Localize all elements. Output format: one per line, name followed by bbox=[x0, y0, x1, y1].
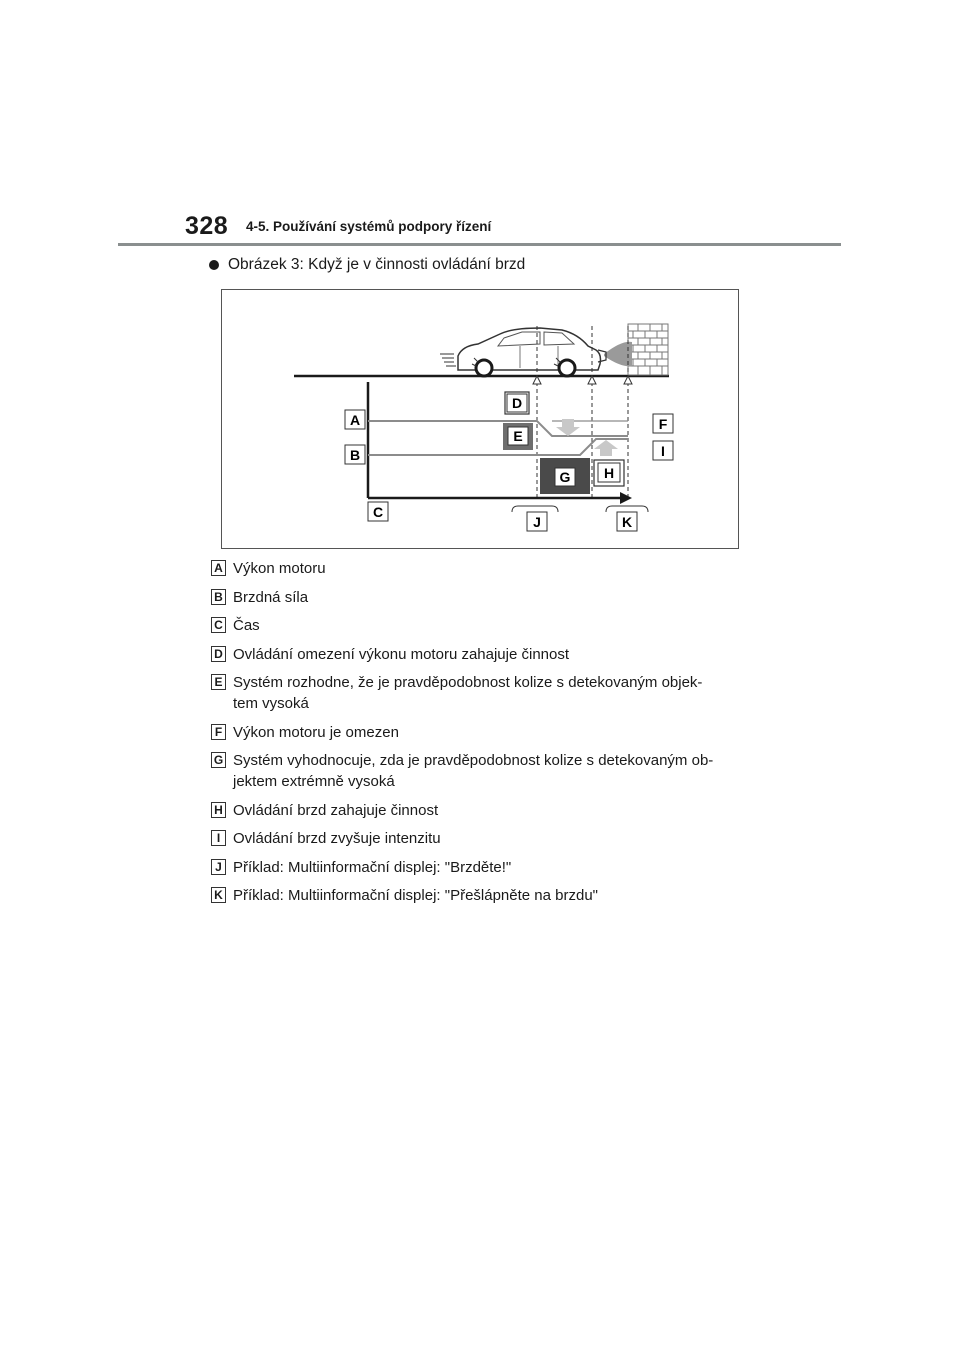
svg-text:H: H bbox=[603, 465, 615, 481]
legend-key: E bbox=[211, 674, 226, 690]
brake-force-line bbox=[368, 439, 628, 455]
legend-item-I bbox=[211, 828, 771, 849]
legend-text: Čas bbox=[233, 617, 260, 634]
svg-text:K: K bbox=[621, 514, 633, 530]
legend-item-H bbox=[211, 800, 771, 821]
label-B bbox=[345, 445, 365, 464]
legend-key: J bbox=[211, 859, 226, 875]
legend-item-E bbox=[211, 672, 771, 714]
svg-text:D: D bbox=[511, 395, 523, 411]
label-D bbox=[505, 392, 529, 414]
label-J bbox=[527, 512, 547, 531]
legend-item-F bbox=[211, 722, 771, 743]
label-K bbox=[617, 512, 637, 531]
bracket-J bbox=[512, 506, 558, 512]
legend-item-C bbox=[211, 615, 771, 636]
legend-item-A bbox=[211, 558, 771, 579]
svg-text:G: G bbox=[559, 469, 571, 485]
label-C bbox=[368, 502, 388, 521]
brake-control-diagram bbox=[222, 290, 740, 550]
header-rule bbox=[118, 243, 841, 246]
legend-key: D bbox=[211, 646, 226, 662]
figure-frame bbox=[221, 289, 739, 549]
legend-key: B bbox=[211, 589, 226, 605]
svg-text:E: E bbox=[513, 428, 523, 444]
label-E bbox=[503, 423, 533, 450]
legend-item-G bbox=[211, 750, 771, 792]
svg-text:I: I bbox=[661, 443, 665, 459]
svg-text:F: F bbox=[658, 416, 668, 432]
legend-key: A bbox=[211, 560, 226, 576]
legend-text: Příklad: Multiinformační displej: "Brzděte!" bbox=[233, 858, 512, 876]
svg-text:C: C bbox=[372, 504, 384, 520]
label-I bbox=[653, 441, 673, 460]
legend-text: Systém vyhodnocuje, zda je pravděpodobnost kolize s detekovaným ob- jektem extrémně vysoká bbox=[233, 752, 714, 790]
legend-key: G bbox=[211, 752, 226, 768]
increase-arrow-icon bbox=[594, 440, 618, 456]
legend-item-B bbox=[211, 587, 771, 608]
brick-wall-icon bbox=[628, 324, 668, 375]
legend-item-K bbox=[211, 885, 771, 906]
figure-caption: Obrázek 3: Když je v činnosti ovládání brzd bbox=[228, 256, 526, 273]
legend-text: Systém rozhodne, že je pravděpodobnost kolize s detekovaným objek- tem vysoká bbox=[233, 674, 703, 712]
legend-key: H bbox=[211, 802, 226, 818]
page-number: 328 bbox=[185, 212, 229, 240]
legend-text: Výkon motoru bbox=[233, 560, 326, 577]
engine-output-line bbox=[368, 421, 628, 436]
label-A bbox=[345, 410, 365, 429]
legend-text: Výkon motoru je omezen bbox=[233, 723, 399, 741]
bullet-icon bbox=[209, 260, 219, 270]
legend-key: C bbox=[211, 617, 226, 633]
legend-item-D bbox=[211, 644, 771, 665]
legend-key: I bbox=[211, 830, 226, 846]
car-icon bbox=[440, 328, 606, 376]
legend-text: Ovládání omezení výkonu motoru zahajuje činnost bbox=[233, 645, 570, 663]
svg-text:J: J bbox=[533, 514, 541, 530]
legend-text: Ovládání brzd zahajuje činnost bbox=[233, 801, 439, 819]
svg-text:B: B bbox=[349, 447, 361, 463]
legend-key: F bbox=[211, 724, 226, 740]
svg-text:A: A bbox=[349, 412, 361, 428]
label-G bbox=[540, 458, 590, 494]
label-H bbox=[594, 460, 624, 486]
figure-caption-line bbox=[209, 256, 525, 274]
legend-text: Ovládání brzd zvyšuje intenzitu bbox=[233, 830, 441, 847]
legend-text: Příklad: Multiinformační displej: "Přešlápněte na brzdu" bbox=[233, 887, 598, 904]
legend-item-J bbox=[211, 857, 771, 878]
bracket-K bbox=[606, 506, 648, 512]
section-title: 4-5. Používání systémů podpory řízení bbox=[246, 219, 492, 234]
legend-key: K bbox=[211, 887, 226, 903]
label-F bbox=[653, 414, 673, 433]
legend-text: Brzdná síla bbox=[233, 588, 309, 606]
x-axis-arrow-icon bbox=[620, 492, 632, 504]
legend-list bbox=[211, 558, 771, 914]
